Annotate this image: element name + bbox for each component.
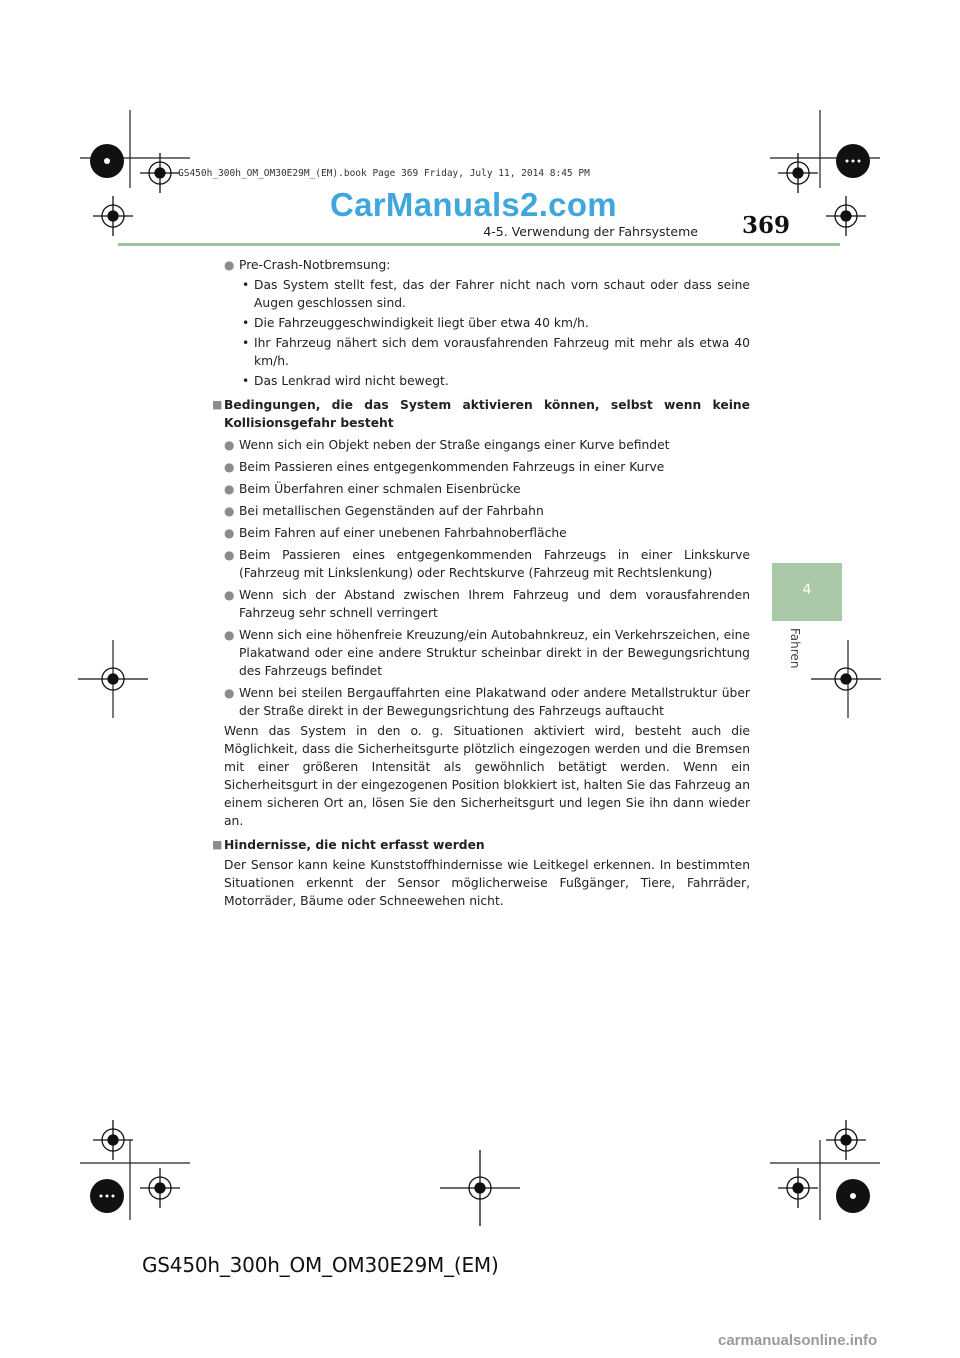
header-divider xyxy=(118,243,840,246)
list-item-text: Beim Passieren eines entgegenkommenden Fahrzeugs in einer Linkskurve (Fahrzeug mit Linkslenkung) oder Rechtskurve (Fahrzeug mit Rechtslenkung) xyxy=(239,548,750,580)
footer-watermark: carmanualsonline.info xyxy=(718,1332,878,1349)
square-icon: ■ xyxy=(212,398,223,411)
page-number: 369 xyxy=(742,212,791,239)
square-icon: ■ xyxy=(212,838,223,851)
list-item xyxy=(224,524,750,542)
list-item xyxy=(224,546,750,582)
list-item-text: Wenn bei steilen Bergauffahrten eine Plakatwand oder andere Metallstruktur über der Straße direkt in der Bewegungsrichtung des Fahrzeugs auftaucht xyxy=(239,686,750,718)
page-content xyxy=(212,252,750,910)
list-item xyxy=(224,586,750,622)
sunburst-mark-bottom-left xyxy=(90,1179,124,1213)
list-item-text: Beim Fahren auf einer unebenen Fahrbahnoberfläche xyxy=(239,526,567,540)
list-item: • Das System stellt fest, das der Fahrer nicht nach vorn schaut oder dass seine Augen geschlossen sind. xyxy=(242,278,750,310)
list-item xyxy=(224,480,750,498)
list-item-text: Beim Überfahren einer schmalen Eisenbrücke xyxy=(239,482,521,496)
bullet-icon: ● xyxy=(224,460,235,474)
list-item-text: Die Fahrzeuggeschwindigkeit liegt über etwa 40 km/h. xyxy=(254,316,589,330)
list-item xyxy=(224,436,750,454)
manual-code: GS450h_300h_OM_OM30E29M_(EM) xyxy=(142,1253,499,1277)
bullet-icon: ● xyxy=(224,526,235,540)
sunburst-mark-top-left xyxy=(90,144,124,178)
bullet-icon: ● xyxy=(224,686,235,700)
list-item-text: Wenn sich der Abstand zwischen Ihrem Fahrzeug und dem vorausfahrenden Fahrzeug sehr schnell verringert xyxy=(239,588,750,620)
list-item xyxy=(224,684,750,720)
chapter-tab xyxy=(772,563,842,621)
list-item-text: Bei metallischen Gegenständen auf der Fahrbahn xyxy=(239,504,544,518)
book-file-line: GS450h_300h_OM_OM30E29M_(EM).book Page 369 Friday, July 11, 2014 8:45 PM xyxy=(178,168,590,179)
section-paragraph: Wenn das System in den o. g. Situationen aktiviert wird, besteht auch die Möglichkeit, dass die Sicherheitsgurte plötzlich eingezogen werden und die Bremsen mit einer größeren Intensität als gewöhnlich betätigt werden. Wenn ein Sicherheitsgurt in der eingezogenen Position blokkiert ist, halten Sie das Fahrzeug an einem sicheren Ort an, lösen Sie den Sicherheitsgurt und legen Sie ihn dann wieder an. xyxy=(224,724,750,828)
list-item: • Die Fahrzeuggeschwindigkeit liegt über etwa 40 km/h. xyxy=(242,316,589,330)
bullet-icon: ● xyxy=(224,588,235,602)
bullet-icon: ● xyxy=(224,548,235,562)
list-item-text: Das Lenkrad wird nicht bewegt. xyxy=(254,374,449,388)
list-item xyxy=(224,458,750,476)
chapter-number: 4 xyxy=(802,582,812,598)
list-item-text: Ihr Fahrzeug nähert sich dem vorausfahrenden Fahrzeug mit mehr als etwa 40 km/h. xyxy=(254,336,750,368)
list-item xyxy=(224,502,750,520)
precrash-label: Pre-Crash-Notbremsung: xyxy=(239,258,391,272)
list-item-text: Wenn sich eine höhenfreie Kreuzung/ein Autobahnkreuz, ein Verkehrszeichen, eine Plakatwand oder eine andere Struktur scheinbar direkt in der Bewegungsrichtung des Fahrzeugs befindet xyxy=(239,628,750,678)
sunburst-mark-bottom-right xyxy=(836,1179,870,1213)
section-heading xyxy=(212,836,750,854)
bullet-icon: ● xyxy=(224,258,235,272)
section-heading xyxy=(212,396,750,432)
sunburst-mark-top-right xyxy=(836,144,870,178)
precrash-bullet xyxy=(224,256,750,274)
section-paragraph: Der Sensor kann keine Kunststoffhindernisse wie Leitkegel erkennen. In bestimmten Situationen erkennt der Sensor möglicherweise Fußgänger, Tiere, Fahrräder, Motorräder, Bäume oder Schneewehen nicht. xyxy=(224,858,750,908)
list-item-text: Das System stellt fest, das der Fahrer nicht nach vorn schaut oder dass seine Augen geschlossen sind. xyxy=(254,278,750,310)
bullet-icon: ● xyxy=(224,504,235,518)
bullet-icon: ● xyxy=(224,482,235,496)
list-item xyxy=(224,626,750,680)
section-title: 4-5. Verwendung der Fahrsysteme xyxy=(483,224,698,239)
watermark-logo: CarManuals2.com xyxy=(330,186,617,223)
section-heading-text: Hindernisse, die nicht erfasst werden xyxy=(224,838,485,852)
bullet-icon: ● xyxy=(224,438,235,452)
chapter-label: Fahren xyxy=(788,628,802,669)
list-item: • Ihr Fahrzeug nähert sich dem vorausfahrenden Fahrzeug mit mehr als etwa 40 km/h. xyxy=(242,336,750,368)
list-item-text: Beim Passieren eines entgegenkommenden Fahrzeugs in einer Kurve xyxy=(239,460,665,474)
section-heading-text: Bedingungen, die das System aktivieren können, selbst wenn keine Kollisionsgefahr besteht xyxy=(224,398,750,430)
list-item-text: Wenn sich ein Objekt neben der Straße eingangs einer Kurve befindet xyxy=(239,438,670,452)
list-item: • Das Lenkrad wird nicht bewegt. xyxy=(242,374,449,388)
bullet-icon: ● xyxy=(224,628,235,642)
